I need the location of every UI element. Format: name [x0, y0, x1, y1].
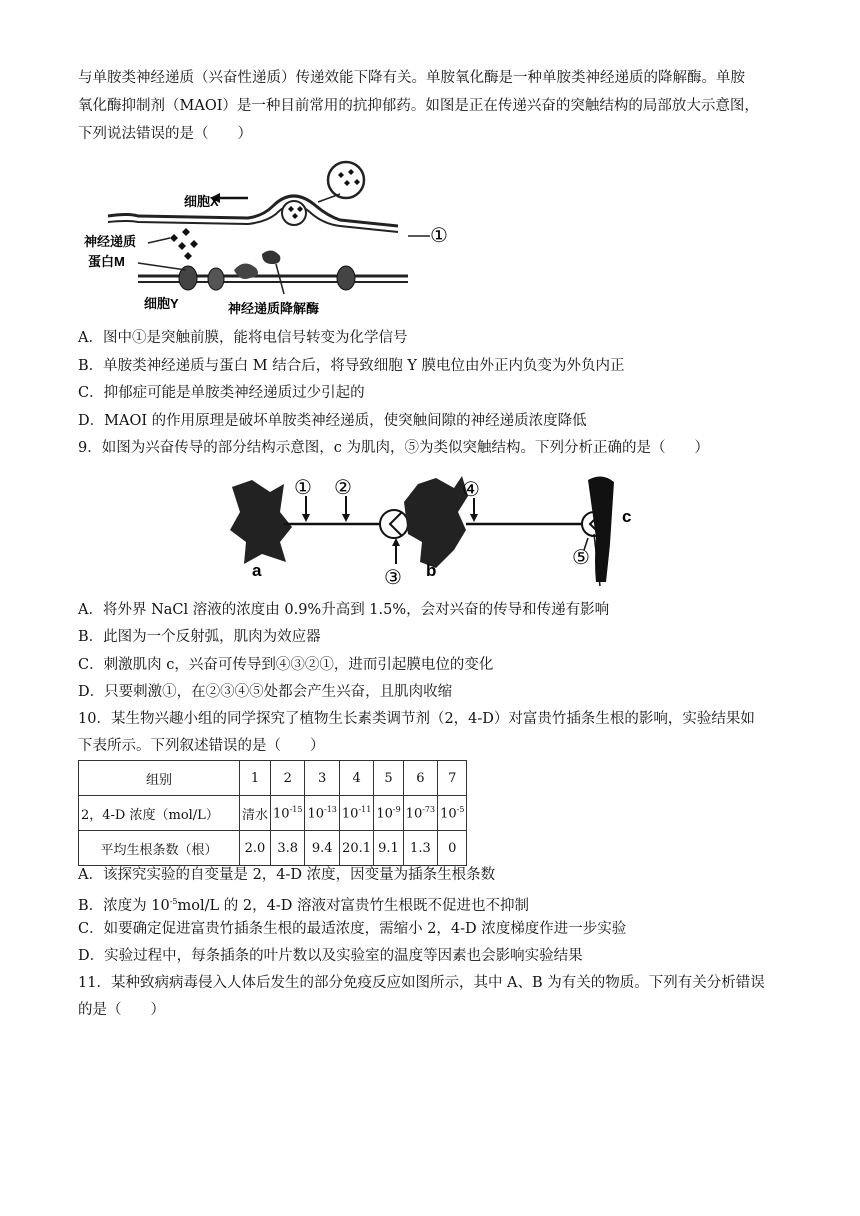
q10-option-a: A．该探究实验的自变量是 2，4-D 浓度，因变量为插条生根条数	[78, 867, 496, 883]
q10-option-c: C．如要确定促进富贵竹插条生根的最适浓度，需缩小 2，4-D 浓度梯度作进一步实验	[78, 921, 627, 937]
q9-option-a: A．将外界 NaCl 溶液的浓度由 0.9%升高到 1.5%，会对兴奋的传导和传递有影响	[78, 602, 610, 618]
q11-stem-2: 的是（ ）	[78, 1002, 165, 1018]
table-cell: 3	[305, 761, 339, 796]
table-cell: $10^{-9}$	[374, 796, 403, 831]
q11-stem-1: 11．某种致病病毒侵入人体后发生的部分免疫反应如图所示，其中 A、B 为有关的物质。下列有关分析错误	[78, 975, 765, 991]
q8-option-c: C．抑郁症可能是单胺类神经递质过少引起的	[78, 385, 365, 401]
table-cell: 0	[438, 831, 467, 866]
table-row	[79, 796, 467, 831]
q8-option-a: A．图中①是突触前膜，能将电信号转变为化学信号	[78, 330, 408, 346]
label-cell-x: 细胞X	[184, 194, 219, 209]
label-c: c	[622, 507, 632, 526]
synapse-figure	[78, 158, 458, 323]
q8-option-d: D．MAOI 的作用原理是破坏单胺类神经递质，使突触间隙的神经递质浓度降低	[78, 413, 587, 429]
neuron-a	[230, 480, 292, 564]
table-cell: 清水	[240, 796, 271, 831]
q9-stem: 9．如图为兴奋传导的部分结构示意图，c 为肌肉，⑤为类似突触结构。下列分析正确的是（ ）	[78, 440, 709, 456]
intro-line-1: 与单胺类神经递质（兴奋性递质）传递效能下降有关。单胺氧化酶是一种单胺类神经递质的降解酶。单胺	[78, 70, 745, 86]
nerve-figure	[222, 472, 652, 592]
table-cell: 20.1	[339, 831, 373, 866]
intro-line-2: 氧化酶抑制剂（MAOI）是一种目前常用的抗抑郁药。如图是正在传递兴奋的突触结构的局部放大示意图，	[78, 98, 759, 114]
table-cell: 1.3	[403, 831, 437, 866]
q10-stem-2: 下表所示。下列叙述错误的是（ ）	[78, 738, 325, 754]
label-n5: ⑤	[572, 545, 590, 569]
label-transmitter: 神经递质	[84, 234, 137, 249]
table-cell: 9.1	[374, 831, 403, 866]
label-protein-m: 蛋白M	[88, 254, 125, 269]
q9-option-d: D．只要刺激①，在②③④⑤处都会产生兴奋，且肌肉收缩	[78, 684, 453, 700]
q9-option-b: B．此图为一个反射弧，肌肉为效应器	[78, 629, 321, 645]
table-cell: 6	[403, 761, 437, 796]
q10-stem-1: 10．某生物兴趣小组的同学探究了植物生长素类调节剂（2，4-D）对富贵竹插条生根的影响，实验结果如	[78, 711, 755, 727]
intro-line-3: 下列说法错误的是（ ）	[78, 126, 252, 142]
table-cell: 2	[271, 761, 305, 796]
table-cell: $10^{-11}$	[339, 796, 373, 831]
table-cell: 5	[374, 761, 403, 796]
label-circle-1: ①	[430, 223, 448, 247]
label-b: b	[426, 561, 437, 580]
results-table	[78, 760, 467, 866]
q10-option-d: D．实验过程中，每条插条的叶片数以及实验室的温度等因素也会影响实验结果	[78, 948, 583, 964]
table-cell: 2.0	[240, 831, 271, 866]
table-cell: 4	[339, 761, 373, 796]
label-n1: ①	[294, 475, 312, 499]
label-enzyme: 神经递质降解酶	[228, 301, 320, 316]
table-cell: 组别	[79, 761, 240, 796]
table-cell: $10^{-15}$	[271, 796, 305, 831]
q8-option-b: B．单胺类神经递质与蛋白 M 结合后，将导致细胞 Y 膜电位由外正内负变为外负内正	[78, 358, 625, 374]
q9-option-c: C．刺激肌肉 c，兴奋可传导到④③②①，进而引起膜电位的变化	[78, 657, 494, 673]
table-cell: 1	[240, 761, 271, 796]
table-cell: 7	[438, 761, 467, 796]
table-cell: 3.8	[271, 831, 305, 866]
table-cell: $10^{-5}$	[438, 796, 467, 831]
table-row	[79, 831, 467, 866]
table-row	[79, 761, 467, 796]
table-cell: 平均生根条数（根）	[79, 831, 240, 866]
label-n4: ④	[462, 477, 480, 501]
q10-option-b: B．浓度为 $10^{-5}mol/L$ 的 2，4-D 溶液对富贵竹生根既不促进也不抑制	[78, 897, 529, 914]
label-cell-y: 细胞Y	[144, 296, 179, 311]
table-cell: 2，4-D 浓度（mol/L）	[79, 796, 240, 831]
table-cell: 9.4	[305, 831, 339, 866]
table-cell: $10^{-73}$	[403, 796, 437, 831]
label-n3: ③	[384, 565, 402, 589]
table-cell: $10^{-13}$	[305, 796, 339, 831]
neuron-b	[404, 476, 468, 568]
label-n2: ②	[334, 475, 352, 499]
label-a: a	[252, 561, 262, 580]
